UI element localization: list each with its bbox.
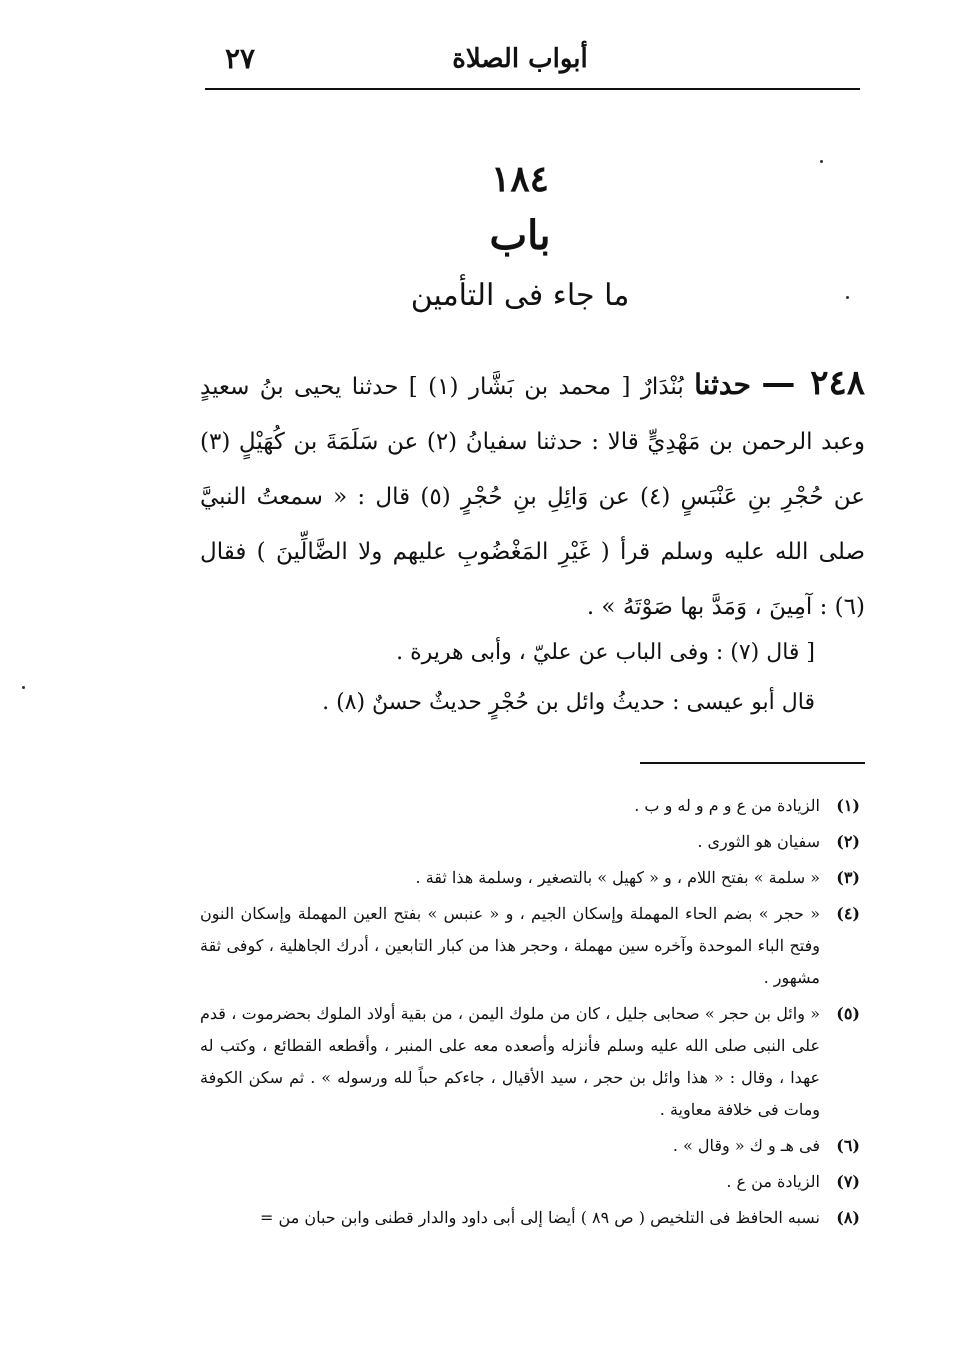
footnote-separator (640, 762, 865, 764)
footnote-number: (١) (836, 796, 860, 815)
chapter-subtitle: ما جاء فى التأمين (410, 278, 630, 313)
footnote-number: (٦) (836, 1136, 860, 1155)
footnote-item (200, 862, 860, 894)
note-abu-isa-line: قال أبو عيسى : حديثُ وائل بن حُجْرٍ حديثٌ حسنٌ (٨) . (322, 690, 815, 715)
chapter-number: ١٨٤ (490, 158, 549, 200)
footnote-text: « وائل بن حجر » صحابى جليل ، كان من ملوك اليمن ، من بقية أولاد الملوك بحضرموت ، قدم على النبى صلى الله عليه وسلم فأنزله وأصعده معه على المنبر ، وأقطعه القطائع ، وكتب له عهدا ، وقال : « هذا وائل بن حجر ، سيد الأقيال ، جاءكم حباً لله ورسوله » . ثم سكن الكوفة ومات فى خلافة معاوية . (200, 1004, 820, 1119)
footnote-number: (٧) (836, 1172, 860, 1191)
note-bab-line: [ قال (٧) : وفى الباب عن عليّ ، وأبى هريرة . (396, 640, 815, 665)
footnote-text: نسبه الحافظ فى التلخيص ( ص ٨٩ ) أيضا إلى أبى داود والدار قطنى وابن حبان من = (260, 1208, 820, 1227)
footnote-text: « سلمة » بفتح اللام ، و « كهيل » بالتصغير ، وسلمة هذا ثقة . (415, 868, 820, 887)
footnote-number: (٤) (836, 904, 860, 923)
hadith-opening-word: حدثنا (694, 368, 751, 401)
scan-speck (820, 160, 823, 163)
footnote-number: (٣) (836, 868, 860, 887)
footnote-item (200, 898, 860, 994)
hadith-number: ٢٤٨ — (761, 363, 866, 403)
footnote-item (200, 790, 860, 822)
footnote-text: الزيادة من ع . (726, 1172, 820, 1191)
footnote-item (200, 998, 860, 1126)
scan-speck (846, 296, 849, 299)
footnote-item (200, 1202, 860, 1234)
footnotes-list (200, 790, 860, 1238)
running-header-title: أبواب الصلاة (452, 44, 588, 74)
hadith-text: بُنْدَارٌ [ محمد بن بَشَّار (١) ] حدثنا يحيى بنُ سعيدٍ وعبد الرحمن بن مَهْدِيٍّ قالا : حدثنا سفيانُ (٢) عن سَلَمَةَ بن كُهَيْلٍ (٣) عن حُجْرِ بنِ عَنْبَسٍ (٤) عن وَائِلِ بنِ حُجْرٍ (٥) قال : « سمعتُ النبيَّ صلى الله عليه وسلم قرأ ( غَيْرِ المَغْضُوبِ عليهم ولا الضَّالِّينَ ) فقال (٦) : آمِينَ ، وَمَدَّ بها صَوْتَهُ » . (200, 374, 866, 620)
footnote-number: (٥) (836, 1004, 860, 1023)
footnote-number: (٨) (836, 1208, 860, 1227)
scan-speck (22, 686, 25, 689)
footnote-text: « حجر » بضم الحاء المهملة وإسكان الجيم ، و « عنبس » بفتح العين المهملة وإسكان النون وفتح الباء الموحدة وآخره سين مهملة ، وحجر هذا من كبار التابعين ، أدرك الجاهلية ، كوفى ثقة مشهور . (200, 904, 820, 987)
chapter-heading-bab: باب (489, 212, 551, 259)
footnote-item (200, 1166, 860, 1198)
footnote-text: الزيادة من ع و م و له و ب . (634, 796, 820, 815)
footnote-number: (٢) (836, 832, 860, 851)
hadith-text-block (200, 356, 865, 635)
page-number: ٢٧ (224, 42, 256, 75)
footnote-item (200, 826, 860, 858)
footnote-text: فى هـ و ك « وقال » . (672, 1136, 820, 1155)
header-rule (205, 88, 860, 90)
footnote-item (200, 1130, 860, 1162)
footnote-text: سفيان هو الثورى . (697, 832, 820, 851)
